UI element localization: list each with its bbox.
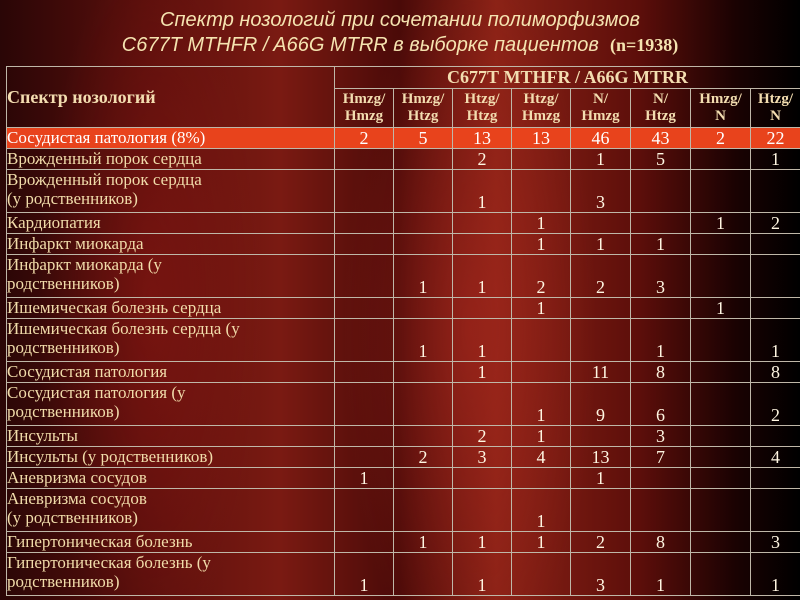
nosology-name-line: Кардиопатия bbox=[7, 213, 101, 232]
count-cell bbox=[691, 234, 751, 255]
count-cell bbox=[335, 234, 394, 255]
count-cell: 1 bbox=[453, 319, 512, 362]
count-cell: 1 bbox=[751, 319, 800, 362]
count-cell bbox=[394, 489, 453, 532]
count-cell: 3 bbox=[631, 255, 691, 298]
count-cell bbox=[631, 298, 691, 319]
count-cell bbox=[691, 447, 751, 468]
count-cell: 3 bbox=[571, 170, 631, 213]
count-cell: 2 bbox=[691, 128, 751, 149]
count-cell bbox=[512, 468, 571, 489]
row-header: Спектр нозологий bbox=[7, 67, 335, 128]
nosology-name-line: Аневризма сосудов bbox=[7, 468, 147, 487]
count-cell bbox=[394, 383, 453, 426]
nosology-name-line: Инфаркт миокарда (у bbox=[7, 255, 162, 274]
count-cell bbox=[394, 362, 453, 383]
nosology-name bbox=[7, 447, 335, 468]
nosology-name-line: родственников) bbox=[7, 572, 120, 591]
count-cell bbox=[453, 468, 512, 489]
count-cell: 1 bbox=[512, 532, 571, 553]
count-cell: 1 bbox=[512, 298, 571, 319]
count-cell bbox=[335, 255, 394, 298]
title-line-2 bbox=[0, 33, 800, 58]
nosology-name-line: Ишемическая болезнь сердца bbox=[7, 298, 222, 317]
count-cell: 2 bbox=[512, 255, 571, 298]
count-cell bbox=[335, 447, 394, 468]
genotype-header-top: N/ bbox=[653, 91, 668, 107]
nosology-name-line: Гипертоническая болезнь bbox=[7, 532, 193, 551]
genotype-column-header bbox=[394, 89, 453, 128]
count-cell bbox=[453, 383, 512, 426]
title-line-2-text: С677Т MTHFR / A66G MTRR в выборке пациентов bbox=[121, 34, 599, 56]
count-cell: 1 bbox=[691, 298, 751, 319]
count-cell: 2 bbox=[751, 383, 800, 426]
count-cell: 2 bbox=[394, 447, 453, 468]
nosology-name bbox=[7, 532, 335, 553]
count-cell: 11 bbox=[571, 362, 631, 383]
count-cell: 3 bbox=[453, 447, 512, 468]
count-cell: 5 bbox=[631, 149, 691, 170]
genotype-header-top: Hmzg/ bbox=[342, 91, 386, 107]
count-cell bbox=[751, 234, 800, 255]
count-cell bbox=[691, 532, 751, 553]
count-cell bbox=[751, 489, 800, 532]
genotype-header-bottom: Htzg bbox=[645, 108, 676, 124]
count-cell: 1 bbox=[751, 149, 800, 170]
count-cell bbox=[691, 383, 751, 426]
count-cell: 1 bbox=[512, 213, 571, 234]
nosology-name-line: Гипертоническая болезнь (у bbox=[7, 553, 211, 572]
count-cell: 1 bbox=[512, 426, 571, 447]
nosology-name bbox=[7, 319, 335, 362]
nosology-name-line: родственников) bbox=[7, 402, 120, 421]
count-cell bbox=[691, 426, 751, 447]
count-cell bbox=[571, 489, 631, 532]
count-cell bbox=[691, 255, 751, 298]
count-cell: 22 bbox=[751, 128, 800, 149]
count-cell: 1 bbox=[751, 553, 800, 596]
nosology-table bbox=[6, 66, 800, 596]
count-cell bbox=[751, 170, 800, 213]
nosology-name-line: Врожденный порок сердца bbox=[7, 149, 202, 168]
count-cell: 1 bbox=[453, 553, 512, 596]
count-cell: 13 bbox=[512, 128, 571, 149]
table-row bbox=[7, 532, 800, 553]
table-body bbox=[7, 128, 800, 596]
count-cell bbox=[335, 298, 394, 319]
genotype-header-bottom: Hmzg bbox=[344, 108, 384, 124]
genotype-header-top: Htzg/ bbox=[758, 91, 793, 107]
count-cell: 4 bbox=[512, 447, 571, 468]
count-cell bbox=[691, 553, 751, 596]
genotype-header-top: Hmzg/ bbox=[699, 91, 742, 107]
count-cell: 4 bbox=[751, 447, 800, 468]
count-cell bbox=[512, 553, 571, 596]
count-cell bbox=[691, 489, 751, 532]
nosology-name-line: Ишемическая болезнь сердца (у bbox=[7, 319, 240, 338]
count-cell bbox=[691, 319, 751, 362]
nosology-name-line: Сосудистая патология (у bbox=[7, 383, 186, 402]
count-cell bbox=[631, 213, 691, 234]
count-cell bbox=[394, 468, 453, 489]
count-cell: 43 bbox=[631, 128, 691, 149]
count-cell: 13 bbox=[571, 447, 631, 468]
table-row bbox=[7, 213, 800, 234]
count-cell: 1 bbox=[512, 234, 571, 255]
table-row bbox=[7, 255, 800, 298]
sample-size: (n=1938) bbox=[609, 35, 679, 55]
count-cell bbox=[571, 426, 631, 447]
nosology-name-line: родственников) bbox=[7, 338, 120, 357]
count-cell bbox=[631, 170, 691, 213]
genotype-column-header bbox=[512, 89, 571, 128]
genotype-header-bottom: Hmzg bbox=[581, 108, 620, 124]
nosology-name-line: родственников) bbox=[7, 274, 120, 293]
nosology-name bbox=[7, 383, 335, 426]
count-cell: 3 bbox=[571, 553, 631, 596]
count-cell bbox=[335, 319, 394, 362]
nosology-name bbox=[7, 298, 335, 319]
count-cell: 2 bbox=[453, 149, 512, 170]
genotype-header-top: N/ bbox=[593, 91, 608, 107]
count-cell bbox=[512, 319, 571, 362]
table-row bbox=[7, 383, 800, 426]
count-cell bbox=[335, 489, 394, 532]
table-row bbox=[7, 319, 800, 362]
count-cell: 9 bbox=[571, 383, 631, 426]
count-cell bbox=[512, 170, 571, 213]
count-cell bbox=[335, 383, 394, 426]
count-cell: 1 bbox=[453, 362, 512, 383]
genotype-header-bottom: N bbox=[770, 108, 781, 124]
count-cell bbox=[751, 255, 800, 298]
genotype-header-bottom: N bbox=[715, 108, 726, 124]
count-cell bbox=[453, 213, 512, 234]
count-cell: 1 bbox=[394, 319, 453, 362]
count-cell bbox=[453, 298, 512, 319]
genotype-header-bottom: Hmzg bbox=[521, 108, 561, 124]
nosology-name-line: Инфаркт миокарда bbox=[7, 234, 144, 253]
slide-title bbox=[0, 8, 800, 58]
count-cell bbox=[512, 362, 571, 383]
nosology-name bbox=[7, 213, 335, 234]
nosology-name bbox=[7, 170, 335, 213]
count-cell bbox=[335, 149, 394, 170]
table-row bbox=[7, 489, 800, 532]
count-cell bbox=[571, 213, 631, 234]
table-row bbox=[7, 468, 800, 489]
nosology-name bbox=[7, 468, 335, 489]
count-cell: 1 bbox=[335, 553, 394, 596]
table-row bbox=[7, 362, 800, 383]
genotype-column-header bbox=[751, 89, 800, 128]
count-cell bbox=[394, 213, 453, 234]
count-cell bbox=[631, 489, 691, 532]
genotype-column-header bbox=[571, 89, 631, 128]
genotype-column-header bbox=[631, 89, 691, 128]
nosology-name-line: Сосудистая патология bbox=[7, 362, 168, 381]
table-row bbox=[7, 426, 800, 447]
count-cell bbox=[571, 298, 631, 319]
nosology-name-line: Аневризма сосудов bbox=[7, 489, 147, 508]
count-cell bbox=[512, 149, 571, 170]
count-cell bbox=[335, 170, 394, 213]
table-row bbox=[7, 128, 800, 149]
count-cell bbox=[394, 170, 453, 213]
nosology-name-line: (у родственников) bbox=[7, 189, 138, 208]
count-cell: 7 bbox=[631, 447, 691, 468]
count-cell bbox=[394, 426, 453, 447]
count-cell: 2 bbox=[453, 426, 512, 447]
count-cell bbox=[751, 298, 800, 319]
count-cell: 3 bbox=[631, 426, 691, 447]
count-cell: 5 bbox=[394, 128, 453, 149]
nosology-name-line: Инсульты (у родственников) bbox=[7, 447, 214, 466]
count-cell bbox=[751, 426, 800, 447]
count-cell bbox=[691, 362, 751, 383]
nosology-name bbox=[7, 234, 335, 255]
count-cell: 2 bbox=[335, 128, 394, 149]
count-cell: 8 bbox=[631, 532, 691, 553]
count-cell: 8 bbox=[631, 362, 691, 383]
count-cell: 1 bbox=[335, 468, 394, 489]
nosology-name bbox=[7, 128, 335, 149]
count-cell: 2 bbox=[571, 255, 631, 298]
genotype-header-top: Htzg/ bbox=[464, 91, 500, 107]
count-cell: 1 bbox=[631, 319, 691, 362]
genotype-header-top: Htzg/ bbox=[523, 91, 559, 107]
table-row bbox=[7, 553, 800, 596]
count-cell: 1 bbox=[394, 255, 453, 298]
genotype-column-header bbox=[453, 89, 512, 128]
count-cell: 1 bbox=[691, 213, 751, 234]
nosology-name-line: Врожденный порок сердца bbox=[7, 170, 202, 189]
count-cell bbox=[335, 532, 394, 553]
count-cell: 1 bbox=[453, 255, 512, 298]
count-cell bbox=[394, 149, 453, 170]
count-cell: 1 bbox=[394, 532, 453, 553]
genotype-column-header bbox=[335, 89, 394, 128]
count-cell bbox=[691, 149, 751, 170]
count-cell: 1 bbox=[631, 234, 691, 255]
genotype-header-top: Hmzg/ bbox=[401, 91, 445, 107]
nosology-name bbox=[7, 553, 335, 596]
count-cell: 3 bbox=[751, 532, 800, 553]
genotype-header-bottom: Htzg bbox=[407, 108, 439, 124]
count-cell: 13 bbox=[453, 128, 512, 149]
genotype-group-header: С677Т MTHFR / A66G MTRR bbox=[335, 67, 800, 89]
count-cell: 1 bbox=[571, 234, 631, 255]
nosology-name bbox=[7, 255, 335, 298]
nosology-name bbox=[7, 489, 335, 532]
count-cell bbox=[394, 234, 453, 255]
count-cell bbox=[631, 468, 691, 489]
count-cell: 2 bbox=[751, 213, 800, 234]
count-cell bbox=[335, 362, 394, 383]
table-row bbox=[7, 298, 800, 319]
nosology-name-line: Сосудистая патология (8%) bbox=[7, 128, 206, 147]
table-row bbox=[7, 234, 800, 255]
genotype-header-bottom: Htzg bbox=[466, 108, 498, 124]
count-cell: 1 bbox=[631, 553, 691, 596]
count-cell: 2 bbox=[571, 532, 631, 553]
count-cell bbox=[571, 319, 631, 362]
count-cell: 8 bbox=[751, 362, 800, 383]
count-cell bbox=[335, 426, 394, 447]
count-cell: 1 bbox=[512, 383, 571, 426]
count-cell bbox=[453, 234, 512, 255]
nosology-name bbox=[7, 426, 335, 447]
nosology-name bbox=[7, 149, 335, 170]
nosology-name-line: Инсульты bbox=[7, 426, 78, 445]
nosology-name-line: (у родственников) bbox=[7, 508, 138, 527]
nosology-name bbox=[7, 362, 335, 383]
title-line-1: Спектр нозологий при сочетании полиморфизмов bbox=[160, 9, 640, 31]
count-cell bbox=[453, 489, 512, 532]
count-cell: 46 bbox=[571, 128, 631, 149]
table-row bbox=[7, 149, 800, 170]
count-cell: 6 bbox=[631, 383, 691, 426]
count-cell bbox=[691, 468, 751, 489]
count-cell bbox=[394, 298, 453, 319]
count-cell: 1 bbox=[453, 170, 512, 213]
count-cell: 1 bbox=[512, 489, 571, 532]
count-cell: 1 bbox=[571, 468, 631, 489]
count-cell bbox=[691, 170, 751, 213]
count-cell bbox=[394, 553, 453, 596]
table-row bbox=[7, 447, 800, 468]
count-cell bbox=[335, 213, 394, 234]
genotype-column-header bbox=[691, 89, 751, 128]
table-row bbox=[7, 170, 800, 213]
count-cell bbox=[751, 468, 800, 489]
count-cell: 1 bbox=[453, 532, 512, 553]
count-cell: 1 bbox=[571, 149, 631, 170]
